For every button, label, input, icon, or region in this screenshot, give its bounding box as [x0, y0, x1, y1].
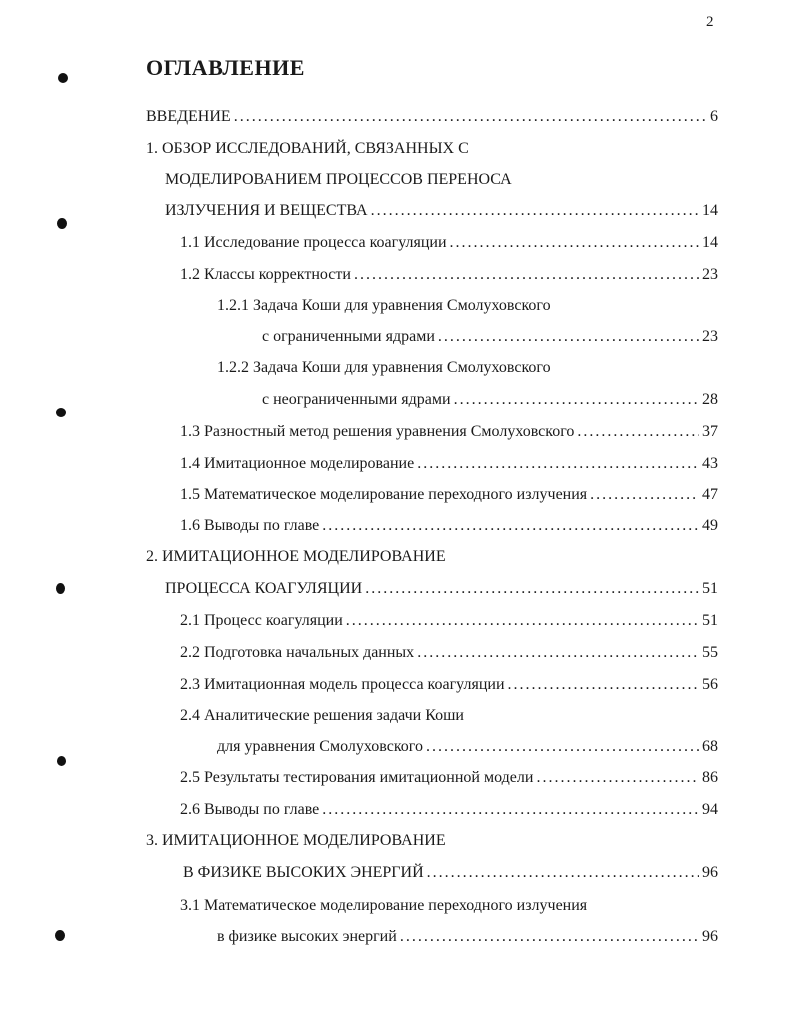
toc-section-1-5[interactable]: [180, 484, 718, 506]
toc-entry-text: ПРОЦЕССА КОАГУЛЯЦИИ: [165, 580, 363, 597]
toc-section-3-1[interactable]: [217, 926, 718, 948]
toc-page-number: 51: [702, 612, 718, 629]
toc-entry-text: 1.2 Классы корректности: [180, 266, 351, 283]
toc-entry-text: 1.6 Выводы по главе: [180, 517, 320, 534]
toc-page-number: 55: [702, 644, 718, 661]
toc-section-1-3[interactable]: [180, 421, 718, 443]
toc-chapter-1-line-1: 1. ОБЗОР ИССЛЕДОВАНИЙ, СВЯЗАННЫХ С: [146, 140, 469, 157]
toc-page-number: 47: [702, 486, 718, 503]
toc-section-2-1[interactable]: [180, 610, 718, 632]
toc-page-number: 96: [702, 928, 718, 945]
toc-section-2-4-line-1: 2.4 Аналитические решения задачи Коши: [180, 707, 464, 724]
toc-entry-text: с ограниченными ядрами: [262, 328, 435, 345]
toc-subsection-1-2-1[interactable]: [262, 326, 718, 348]
binder-hole-mark: [55, 930, 65, 941]
toc-chapter-1-line-2: МОДЕЛИРОВАНИЕМ ПРОЦЕССОВ ПЕРЕНОСА: [165, 171, 512, 188]
toc-entry-intro[interactable]: [146, 106, 718, 128]
toc-section-2-3[interactable]: [180, 674, 718, 696]
toc-section-2-6[interactable]: [180, 799, 718, 821]
toc-chapter-3[interactable]: [183, 862, 718, 884]
toc-page-number: 14: [702, 234, 718, 251]
leader-dots: [322, 799, 699, 821]
toc-entry-text: 2.5 Результаты тестирования имитационной модели: [180, 769, 534, 786]
toc-page-number: 23: [702, 328, 718, 345]
toc-entry-text: для уравнения Смолуховского: [217, 738, 423, 755]
toc-chapter-1[interactable]: [165, 200, 718, 222]
toc-section-1-4[interactable]: [180, 453, 718, 475]
toc-page-number: 37: [702, 423, 718, 440]
toc-page-number: 6: [710, 108, 718, 125]
page-number: 2: [706, 14, 714, 30]
leader-dots: [417, 453, 699, 475]
toc-entry-text: 2.1 Процесс коагуляции: [180, 612, 343, 629]
toc-page-number: 68: [702, 738, 718, 755]
toc-entry-text: с неограниченными ядрами: [262, 391, 451, 408]
toc-entry-text: в физике высоких энергий: [217, 928, 397, 945]
leader-dots: [438, 326, 699, 348]
leader-dots: [346, 610, 699, 632]
leader-dots: [536, 767, 699, 789]
leader-dots: [454, 389, 699, 411]
toc-page-number: 51: [702, 580, 718, 597]
toc-section-1-1[interactable]: [180, 232, 718, 254]
toc-entry-text: 2.3 Имитационная модель процесса коагуляции: [180, 676, 505, 693]
leader-dots: [322, 515, 699, 537]
leader-dots: [427, 862, 699, 884]
toc-section-3-1-line-1: 3.1 Математическое моделирование переходного излучения: [180, 897, 588, 914]
binder-hole-mark: [58, 73, 68, 83]
toc-chapter-3-line-1: 3. ИМИТАЦИОННОЕ МОДЕЛИРОВАНИЕ: [146, 832, 446, 849]
toc-entry-text: 1.5 Математическое моделирование переходного излучения: [180, 486, 588, 503]
binder-hole-mark: [56, 583, 65, 594]
toc-section-2-2[interactable]: [180, 642, 718, 664]
toc-page-number: 49: [702, 517, 718, 534]
leader-dots: [450, 232, 699, 254]
toc-page-number: 43: [702, 455, 718, 472]
leader-dots: [577, 421, 699, 443]
toc-page-number: 56: [702, 676, 718, 693]
leader-dots: [371, 200, 699, 222]
toc-entry-text: 1.3 Разностный метод решения уравнения Смолуховского: [180, 423, 575, 440]
page-title: ОГЛАВЛЕНИЕ: [146, 55, 305, 80]
toc-page-number: 23: [702, 266, 718, 283]
toc-chapter-2[interactable]: [165, 578, 718, 600]
toc-section-1-2[interactable]: [180, 264, 718, 286]
toc-page-number: 94: [702, 801, 718, 818]
leader-dots: [508, 674, 699, 696]
toc-page-number: 96: [702, 864, 718, 881]
toc-page-number: 86: [702, 769, 718, 786]
leader-dots: [426, 736, 699, 758]
toc-entry-text: ИЗЛУЧЕНИЯ И ВЕЩЕСТВА: [165, 202, 368, 219]
toc-subsection-1-2-1-line-1: 1.2.1 Задача Коши для уравнения Смолуховского: [217, 297, 551, 314]
toc-page-number: 28: [702, 391, 718, 408]
toc-subsection-1-2-2[interactable]: [262, 389, 718, 411]
toc-section-2-4[interactable]: [217, 736, 718, 758]
toc-section-2-5[interactable]: [180, 767, 718, 789]
toc-entry-text: 2.6 Выводы по главе: [180, 801, 320, 818]
toc-page-number: 14: [702, 202, 718, 219]
toc-chapter-2-line-1: 2. ИМИТАЦИОННОЕ МОДЕЛИРОВАНИЕ: [146, 548, 446, 565]
leader-dots: [354, 264, 699, 286]
binder-hole-mark: [56, 408, 66, 417]
leader-dots: [590, 484, 699, 506]
leader-dots: [234, 106, 707, 128]
leader-dots: [417, 642, 699, 664]
toc-entry-text: ВВЕДЕНИЕ: [146, 108, 231, 125]
leader-dots: [400, 926, 699, 948]
toc-subsection-1-2-2-line-1: 1.2.2 Задача Коши для уравнения Смолуховского: [217, 359, 551, 376]
leader-dots: [365, 578, 699, 600]
toc-entry-text: 1.1 Исследование процесса коагуляции: [180, 234, 447, 251]
binder-hole-mark: [57, 218, 67, 229]
toc-section-1-6[interactable]: [180, 515, 718, 537]
toc-entry-text: 2.2 Подготовка начальных данных: [180, 644, 415, 661]
toc-entry-text: 1.4 Имитационное моделирование: [180, 455, 415, 472]
binder-hole-mark: [57, 756, 66, 766]
toc-entry-text: В ФИЗИКЕ ВЫСОКИХ ЭНЕРГИЙ: [183, 864, 424, 881]
